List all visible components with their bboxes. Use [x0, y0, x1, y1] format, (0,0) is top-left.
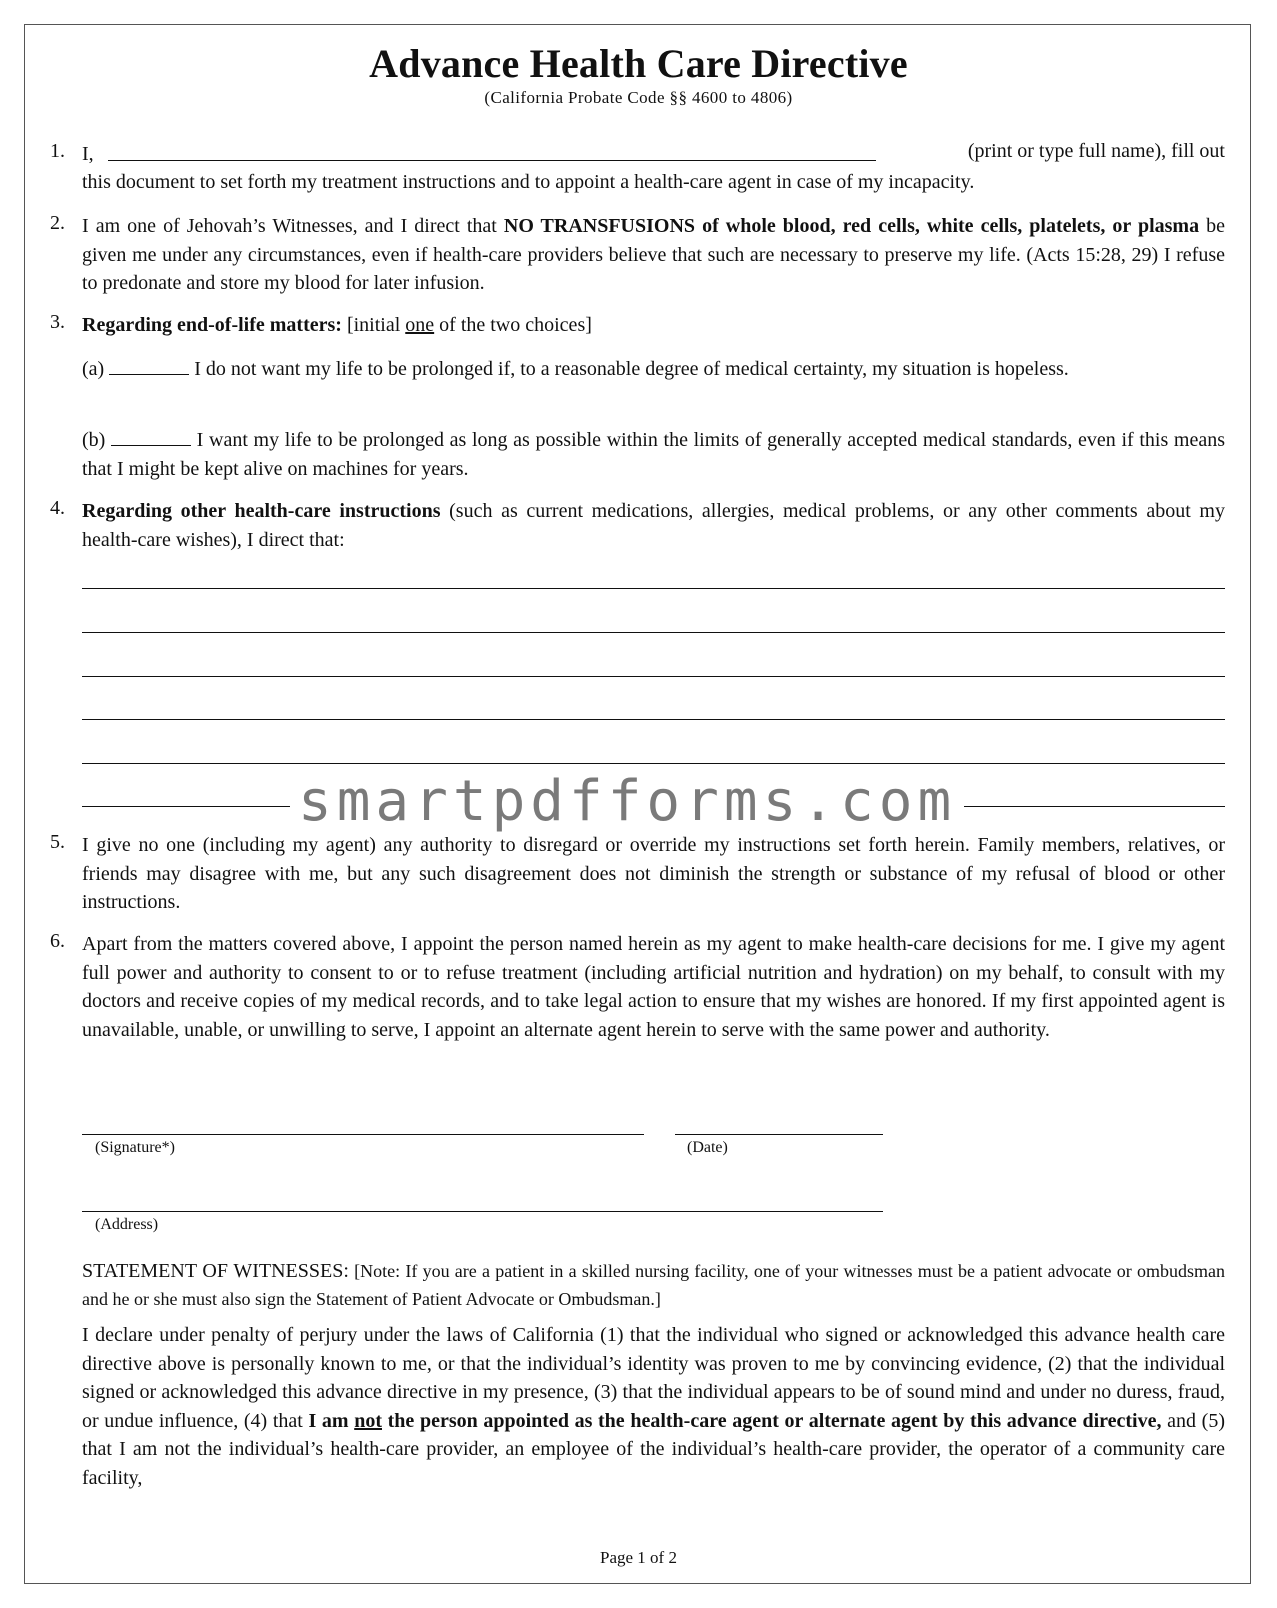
address-label: (Address): [95, 1216, 159, 1233]
instructions-line-2[interactable]: [82, 632, 1225, 633]
declaration-bold-2: the person appointed as the health-care agent or alternate agent by this advance directive,: [382, 1409, 1162, 1432]
choice-b-text: [82, 426, 1225, 483]
item-1-suffix: (print or type full name), fill out: [967, 140, 1225, 162]
choice-b-body: I want my life to be prolonged as long as possible within the limits of generally accepted medical standards, even if this means that I might be kept alive on machines for years.: [82, 429, 1226, 480]
choice-a-text: [82, 355, 1225, 384]
watermark: smartpdfforms.com: [290, 774, 964, 830]
item-3-text-a: [initial: [341, 314, 406, 336]
item-2-text: [82, 212, 1225, 298]
choice-a-label: (a): [82, 358, 105, 380]
item-1-line-2: this document to set forth my treatment instructions and to appoint a health-care agent in case of my incapacity.: [82, 171, 975, 193]
item-number-6: 6.: [50, 930, 65, 952]
page-number: Page 1 of 2: [600, 1548, 677, 1567]
item-1-prefix: I,: [82, 143, 94, 165]
declaration-bold: [308, 1410, 1161, 1432]
item-number-4: 4.: [50, 497, 65, 519]
date-label: (Date): [687, 1139, 728, 1156]
declaration-bold-1: I am: [308, 1409, 355, 1432]
instructions-line-3[interactable]: [82, 676, 1225, 677]
item-number-1: 1.: [50, 140, 65, 162]
item-3-heading: [82, 311, 1225, 340]
signature-field[interactable]: [82, 1134, 644, 1135]
choice-b-label: (b): [82, 429, 106, 451]
item-number-3: 3.: [50, 311, 65, 333]
declaration-not: not: [354, 1409, 382, 1432]
address-field[interactable]: [82, 1211, 883, 1212]
item-5-text: I give no one (including my agent) any authority to disregard or override my instructions set forth herein. Family members, relatives, or friends may disagree with me, but any such disagreement does not diminish the strength or substance of my refusal of blood or other instructions.: [82, 834, 1225, 913]
choice-a-body: I do not want my life to be prolonged if, to a reasonable degree of medical certainty, my situation is hopeless.: [194, 358, 1069, 380]
declaration-text-b: and (5) that I am not the individual’s health-care provider, an employee of the individual’s health-care provider, the operator of a community care facility,: [82, 1409, 1225, 1489]
item-3-text-b: of the two choices]: [434, 314, 592, 336]
item-4-bold: Regarding other health-care instructions: [82, 500, 441, 522]
declaration-text-a: I declare under penalty of perjury under the laws of California (1) that the individual who signed or acknowledged this advance health care directive above is personally known to me, or that the individual’s identity was proven to me by convincing evidence, (2) that the individual signed or acknowledged this advance directive in my presence, (3) that the individual appears to be of sound mind and under no duress, fraud, or undue influence, (4) that: [82, 1324, 1225, 1432]
witness-note: [Note: If you are a patient in a skilled nursing facility, one of your witnesses must be a patient advocate or ombudsman and he or she must also sign the Statement of Patient Advocate or Ombudsman.]: [82, 1261, 1225, 1309]
item-2-text-b: be given me under any circumstances, even if health-care providers believe that such are necessary to preserve my life. (Acts 15:28, 29) I refuse to predonate and store my blood for later infusion.: [82, 215, 1225, 294]
full-name-field[interactable]: [108, 160, 876, 161]
item-6-text: Apart from the matters covered above, I appoint the person named herein as my agent to make health-care decisions for me. I give my agent full power and authority to consent to or to refuse treatment (including artificial nutrition and hydration) on my behalf, to consult with my doctors and receive copies of my medical records, and to take legal action to ensure that my wishes are honored. If my first appointed agent is unavailable, unable, or unwilling to serve, I appoint an alternate agent herein to serve with the same power and authority.: [82, 933, 1225, 1041]
item-number-5: 5.: [50, 831, 65, 853]
witness-heading-title: STATEMENT OF WITNESSES:: [82, 1260, 349, 1282]
choice-b-initial-field[interactable]: [111, 431, 191, 446]
date-field[interactable]: [675, 1134, 883, 1135]
instructions-line-1[interactable]: [82, 588, 1225, 589]
instructions-line-4[interactable]: [82, 719, 1225, 720]
choice-a-initial-field[interactable]: [109, 360, 189, 375]
signature-label: (Signature*): [95, 1139, 175, 1156]
item-number-2: 2.: [50, 212, 65, 234]
item-4-text: [82, 497, 1225, 554]
item-2-text-a: I am one of Jehovah’s Witnesses, and I direct that: [82, 215, 504, 237]
witness-declaration: [82, 1321, 1225, 1492]
item-2-bold: NO TRANSFUSIONS of whole blood, red cells, white cells, platelets, or plasma: [503, 215, 1200, 237]
item-3-bold: Regarding end-of-life matters:: [82, 314, 342, 336]
item-4-body: (such as current medications, allergies, medical problems, or any other comments about my health-care wishes), I direct that:: [82, 500, 1225, 551]
document-subtitle: (California Probate Code §§ 4600 to 4806): [484, 88, 793, 107]
instructions-line-5[interactable]: [82, 763, 1225, 764]
document-title: Advance Health Care Directive: [369, 41, 908, 86]
item-3-underline: one: [405, 314, 435, 336]
witness-heading: [82, 1257, 1225, 1313]
